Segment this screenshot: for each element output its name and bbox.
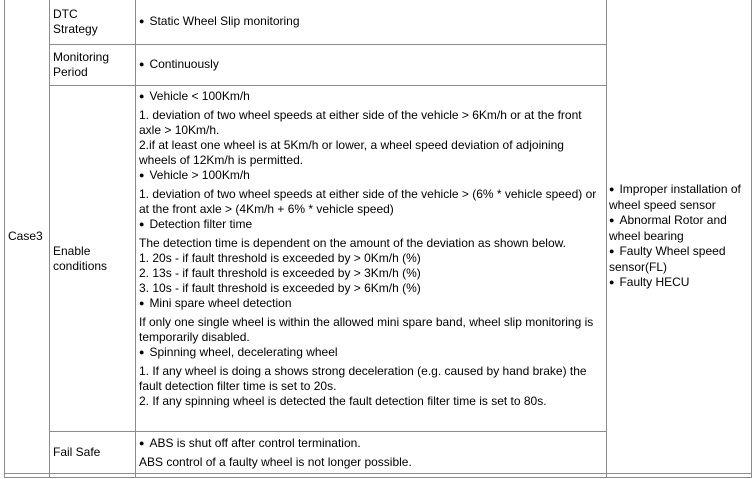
enable-text-line: The detection time is dependent on the amount of the deviation as shown below. (139, 236, 566, 250)
probable-cause-item: ● Faulty HECU (609, 275, 749, 291)
dtc-table (4, 0, 752, 478)
next-row-cell (50, 474, 136, 478)
probable-causes-cell (607, 0, 752, 474)
enable-conditions-label: Enable conditions (53, 243, 108, 273)
monitoring-period-label-cell (50, 45, 136, 86)
monitoring-period-content-cell (136, 45, 607, 86)
case-cell (5, 0, 50, 474)
dtc-strategy-content-cell (136, 0, 607, 45)
enable-text-line: 1. deviation of two wheel speeds at either side of the vehicle > (6% * vehicle speed) or at the front axle > (4Km/h + 6% * vehicle speed) (139, 187, 597, 216)
failsafe-text-line: ABS control of a faulty wheel is not longer possible. (139, 454, 412, 469)
enable-bullet-item: ● Detection filter time (139, 217, 603, 233)
fail-safe-label: Fail Safe (53, 445, 101, 459)
enable-text-line: 2. If any spinning wheel is detected the fault detection filter time is set to 80s. (139, 394, 547, 408)
enable-bullet-item: ● Mini spare wheel detection (139, 296, 603, 312)
probable-cause-item: ● Abnormal Rotor and wheel bearing (609, 213, 749, 244)
enable-text-line: 1. 20s - if fault threshold is exceeded by > 0Km/h (%) (139, 251, 421, 265)
next-row-cell (607, 474, 752, 478)
enable-text-line: 2. 13s - if fault threshold is exceeded by > 3Km/h (%) (139, 266, 421, 280)
fail-safe-content-cell (136, 432, 607, 474)
enable-text-line: 1. If any wheel is doing a shows strong deceleration (e.g. caused by hand brake) the fault detection filter time is set to 20s. (139, 364, 587, 393)
monitoring-period-value: ● Continuously (139, 57, 603, 73)
enable-bullet-item: ● Spinning wheel, decelerating wheel (139, 345, 603, 361)
case-label: Case3 (8, 229, 43, 243)
fail-safe-content (139, 436, 603, 470)
enable-text-line: 3. 10s - if fault threshold is exceeded by > 6Km/h (%) (139, 281, 421, 295)
probable-causes-list (609, 182, 749, 291)
dtc-strategy-value: ● Static Wheel Slip monitoring (139, 14, 603, 30)
probable-cause-item: ● Improper installation of wheel speed sensor (609, 182, 749, 213)
fail-safe-label-cell (50, 432, 136, 474)
failsafe-bullet-item: ● ABS is shut off after control termination. (139, 436, 603, 452)
enable-conditions-content (139, 89, 603, 409)
enable-text-line: If only one single wheel is within the allowed mini spare band, wheel slip monitoring is temporarily disabled. (139, 315, 594, 344)
enable-bullet-item: ● Vehicle > 100Km/h (139, 168, 603, 184)
monitoring-period-label: Monitoring Period (53, 50, 110, 79)
dtc-strategy-label: DTC Strategy (53, 7, 98, 36)
next-row-cell (136, 474, 607, 478)
enable-conditions-label-cell (50, 86, 136, 432)
enable-text-line: 2.if at least one wheel is at 5Km/h or lower, a wheel speed deviation of adjoining wheels of 12Km/h is permitted. (139, 138, 564, 167)
next-row-cell (5, 474, 50, 478)
enable-text-line: 1. deviation of two wheel speeds at either side of the vehicle > 6Km/h or at the front axle > 10Km/h. (139, 108, 582, 137)
enable-conditions-content-cell (136, 86, 607, 432)
dtc-strategy-label-cell (50, 0, 136, 45)
enable-bullet-item: ● Vehicle < 100Km/h (139, 89, 603, 105)
probable-cause-item: ● Faulty Wheel speed sensor(FL) (609, 244, 749, 275)
